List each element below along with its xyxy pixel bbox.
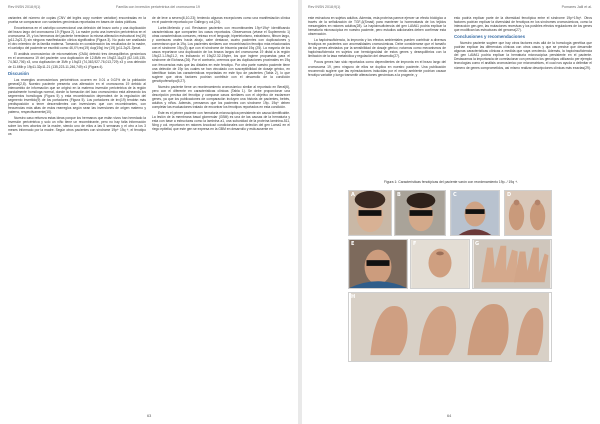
paragraph: Nuestro caso refuerza estas ideas porque los hermanos que están vivos han heredado la inversión pericéntrica y solo un niño tiene un recombinante, pero no hay falta información sobre los tres abortos de la madre, siendo uno de ellos a las 5 semanas y el otro a los 3 meses informado por la madre. Según otros pacientes con síndrome 19p+ 19q +, el fenotipo va bbox=[8, 116, 146, 137]
paragraph: Nuestro paciente sugiere que hay otros factores más allá de la homología genética que podrían explicar las diferencias clínicas con otros casos y que se precise que desarrolle algunas características clínicas a medida que vaya creciendo. Además, la haploinsuficiencia del gen LAMA1 podría explicar la hematuria microscópica persistente en el paciente. Destacamos la importancia de correlacionar con precisión los genotipos utilizando per ejemplo tecnologías como el análisis cromosómico por micromatrices, el cual nos ayuda a delimitar el número de genes comprometidos, así mismo realizar descripciones clínicas más exactas(29). bbox=[454, 41, 592, 70]
figure-photo-b bbox=[394, 190, 446, 236]
left-column-1 bbox=[8, 16, 146, 408]
paragraph: La haploinsuficiencia, la impronta y los efectos ambientales pueden contribuir a diversos fenotipos en pacientes con anormalidades cromosómicas. Debe considerarse que el tamaño de los genes afectados por la sensibilidad de dosaje génico; notamos como mecanismos de haploinsuficiencia en sujetos con hemicigosidad de estos genes y desequilibrios con la limitación de la tasa metabólica y regulación del desarrollo(27). bbox=[308, 38, 446, 59]
figure-photo-a bbox=[348, 190, 392, 236]
figure-photo-c bbox=[450, 190, 500, 236]
paragraph: este estructura en sujetos adultos. Además, esta proteína parece ejercer un efecto biológico a través de la señalización de TGF-β(Smad) para mantener la homeostasis de los tejidos mesangiales en ratones adultos(28). La haploinsuficiencia del gen LAMA1 podría explicar la hematuria microscópica en nuestro paciente, pero estudios adicionales deben confirmar esta observación. bbox=[308, 16, 446, 37]
right-page bbox=[302, 0, 600, 424]
journal-citation: Rev INSN 2018;9(1) bbox=[308, 5, 341, 9]
paragraph: Los reareglos cromosómicos pericéntricos ocurren en 0.01 a 0.02% de la población general(2,8). Nuestro paciente presenta una alteración en el cromosoma 19 debido al intercambio de información que se originó en la materna inversión pericéntrica de la región parcialmente homóloga normal, donde la formación del lazo cromosómico está alineando los segmentos homólogos (Figura 5) y esta recombinación dependerá de la regulación del segmento invertido(9) de los portadores (Figura 5). Los portadores de inv(19) tendrán más predisposición a tener descendientes con inversiones que con recombinantes, con frecuencias más altas de estos rearreglos según sean las inversiones de origen materno y paterno, respectivamente(10). bbox=[8, 77, 146, 114]
paragraph: variantes del número de copias (CNV del inglés copy number variation) encontradas en la prueba se compararon con variantes genómicas reportadas en bases de datos públicas. bbox=[8, 16, 146, 25]
right-column-1 bbox=[308, 16, 446, 174]
photo-label: E bbox=[351, 241, 355, 247]
right-column-2 bbox=[454, 16, 592, 174]
page-number-left: 63 bbox=[147, 414, 152, 418]
left-column-2 bbox=[152, 16, 290, 408]
figure-photo-d bbox=[504, 190, 552, 236]
journal-citation: Rev INSN 2018;9(1) bbox=[8, 5, 41, 9]
author-running-title: Pomares Jalil et al. bbox=[561, 5, 592, 9]
figure-photo-g bbox=[472, 239, 552, 289]
photo-label: D bbox=[507, 192, 512, 198]
paragraph: esto podría explicar parte de la diversidad fenotípica entre el síndrome 19p+19q+. Otros factores podrían explicar la diversidad de fenotipos en los síndromes cromosómicos, como la interacción gen-gen, las mutaciones recesivas y los posibles efectos reguladores de los genes que modifican las estructuras del genoma(27). bbox=[454, 16, 592, 33]
paragraph: de de leve a severo(6,10-23); teniendo algunas excepciones como una manifestación clínica en el paciente reportado por Gallego y col.(24). bbox=[152, 16, 290, 25]
paragraph: Este es el primer paciente con hematuria microscópica persistente sin causa identificable. La lesión de la membrana basal glomerular (GBM) es una de las causas de la hematuria y esta con base a estructuras como la laminina a1, una subunidad de la proteína laminina-511, Ning y col. reportaron en ratones knockout condicionales con deleción del gen Lama1 en el riego epitelial, que este gen se expresa en la GBM en desarrollo y está ausente en bbox=[152, 111, 290, 132]
photo-label: F bbox=[413, 241, 417, 247]
photo-label: C bbox=[453, 192, 457, 198]
article-running-title: Familia con inversión pericéntrica del cromosoma 19 bbox=[116, 5, 200, 9]
conclusions-heading: Conclusiones y recomendaciones bbox=[454, 34, 526, 40]
paragraph: Encontramos en el cariotipo convencional una deleción del brazo corto y una duplicación del brazo largo del cromosoma 19 (Figura 2). La madre porta una inversión pericéntrica en el cromosoma 19, y los hermanos del paciente heredaron la misma alteración estructural inv(19)(p11.2q21.3) sin ninguna manifestación clínica significativa (Figura 3). No pudo ser analizado el otro miembro de la familia materna. Tomando en consideración los resultados de la madre, el cariotipo del paciente se escribió como 46,XY,rec(19) dup(19q) inv (19) (p11.2q21.3)mat. bbox=[8, 26, 146, 51]
paragraph: Nuestro paciente tiene un reordenamiento cromosómico similar al reportado en Beral(6), pero con el diferente en características clínicas (Tabla 1). Se debe proporcionar una descripción precisa del fenotipo y comparar casos similares con el objetivo de esclarecer genes, ya que los publicaciones de comparación incluyen una historia de pacientes, bebés, adultos y niños. Además, pensamos que los pacientes con síndrome 19p- 19q+ deben completar las evaluaciones tratado de encontrar los fenotipos reportados en esta condición. bbox=[152, 84, 290, 109]
photo-label: A bbox=[351, 192, 355, 198]
paragraph: Lurbe-Melendo y col. Revisaron pacientes con recombinantes 19p+19q+ identificando características que comparten los casos reportados. Observamos (véase el Suplemento 1) otras características comunes, retraso en el lenguaje, hipertelorismo, estrabismo, filtrum largo, y comisuras orales hacia abajo, cabe destacar, cuatro pacientes con duplicaciones y comentaron que la 19q. Los pacientes similares con recombinación fenotipo más relacionados con el síndrome 19p-(5) que con el síndrome de trisomía parcial 19q (25). La mayoría de los casos reportaron una duplicación de los brazos largos del cromosoma 19 distal a la región 19q12.1-19q21.2, es indicando el 19q22.32-19qter, los que ingiere propuestas para el síndrome de Eichana-(26). Por el contrario, creemos que las duplicaciones proximales en 19q con frecuencias más que las distales en este fenotipo. Por otra parte nuestro paciente tiene una deleción de 19p los cuales se han vinculado con susceptibilidad de dosaje génico, en identificar todas las características reportadas en este tipo de pacientes (Tabla 2), lo que sugiere que otros factores podrían contribuir con el desarrollo de la condición genotípofenotipo(5,27). bbox=[152, 26, 290, 83]
figure-photo-h bbox=[348, 292, 552, 362]
figure-photo-e bbox=[348, 239, 408, 289]
paragraph: El análisis cromosómico de micromatrices (CMA) detectó tres desequilibrios genómicos en el cromosoma 19 del paciente: una duplicación de 12.8Mb en 19q22.11q23 (62.145,135-74,362,706) x3, una duplicación de 3Mb p 19q23 (74,363,927-76,013,729) x3 y una deleción de 11.6Mb p 19p11.32p11.21 (135,223-11,246,749) x1 (Figura 4). bbox=[8, 52, 146, 69]
photo-label: H bbox=[351, 294, 356, 300]
paragraph: Pocos genes han sido reportados como dependientes de impronta en el brazo largo del cromosoma 19, pero ninguno de ellos se duplica en nuestro paciente. Una publicación recomendó sugiere que las epimutaciones inducidas por el medio ambiente podrían causar fenotipo variable y luego transmitir alteraciones genómicas a la progenie, y bbox=[308, 60, 446, 77]
left-running-header bbox=[0, 5, 298, 13]
discussion-heading: Discusión bbox=[8, 70, 29, 76]
page-number-right: 64 bbox=[447, 414, 452, 418]
figure-photo-f bbox=[410, 239, 470, 289]
photo-label: B bbox=[397, 192, 401, 198]
right-running-header bbox=[302, 5, 600, 13]
photo-label: G bbox=[475, 241, 480, 247]
left-page bbox=[0, 0, 298, 424]
figure-caption: Figura 1: Características fenotípicas del paciente varón con reordenamiento 19p- / 19q +. bbox=[383, 180, 519, 184]
